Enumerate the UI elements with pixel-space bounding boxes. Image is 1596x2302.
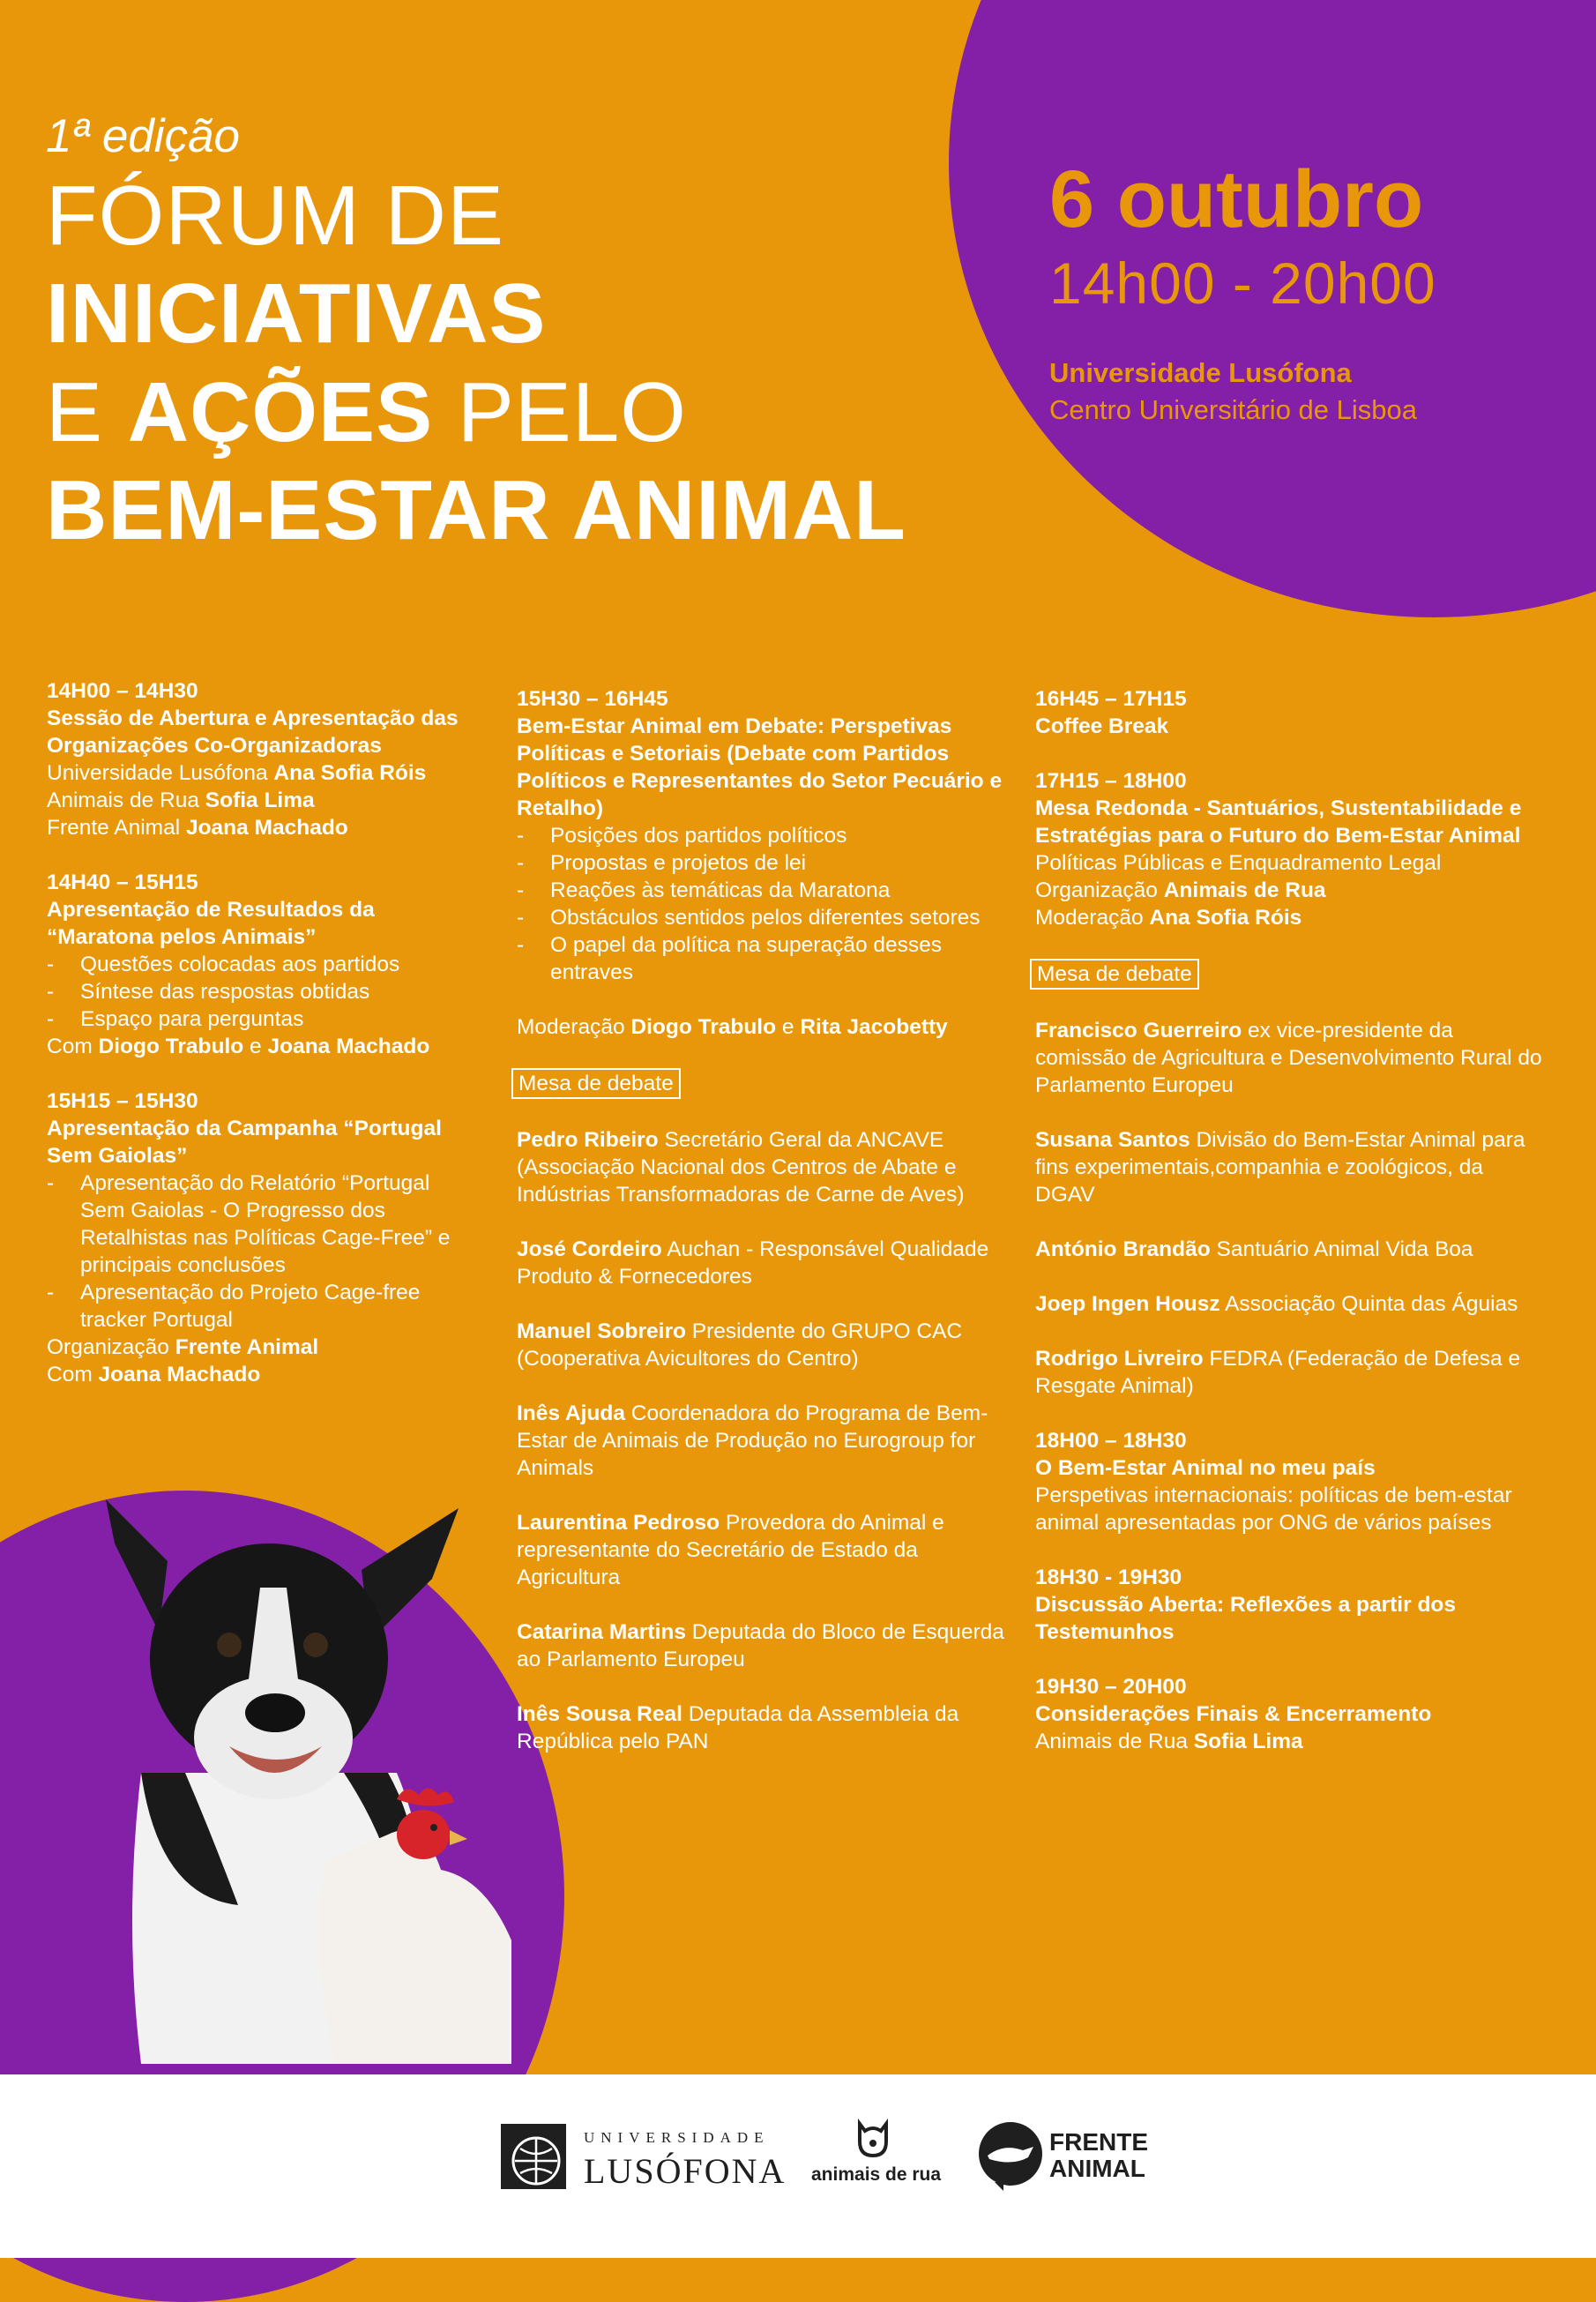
program-column-1 xyxy=(47,677,479,1416)
session-title: Considerações Finais & Encerramento xyxy=(1035,1702,1432,1726)
panelist: Susana Santos Divisão do Bem-Estar Animal para fins experimentais,companhia e zoológicos, da DGAV xyxy=(1035,1128,1525,1207)
animais-de-rua-logo xyxy=(811,2119,942,2186)
session-time: 19H30 – 20H00 xyxy=(1035,1675,1187,1699)
event-date: 6 outubro xyxy=(1049,154,1424,244)
hero-title xyxy=(46,110,906,559)
session-time: 16H45 – 17H15 xyxy=(1035,687,1187,711)
lusofona-logo-top-text: UNIVERSIDADE xyxy=(584,2129,770,2146)
organizer-line: Organização Frente Animal xyxy=(47,1335,319,1359)
session-title: O Bem-Estar Animal no meu país xyxy=(1035,1456,1376,1480)
panelist: José Cordeiro Auchan - Responsável Qualidade Produto & Fornecedores xyxy=(517,1237,989,1289)
mesa-label-wrap xyxy=(1035,959,1547,990)
panelist: Francisco Guerreiro ex vice-presidente da comissão de Agricultura e Desenvolvimento Rural do Parlamento Europeu xyxy=(1035,1019,1542,1097)
session-topics xyxy=(47,951,479,1033)
session-mesa-redonda xyxy=(1035,767,1547,931)
event-info xyxy=(1049,154,1436,426)
session-maratona xyxy=(47,869,479,1060)
organizer-line: Organização Animais de Rua xyxy=(1035,878,1326,902)
session-time: 15H15 – 15H30 xyxy=(47,1089,198,1113)
session-subtitle: Políticas Públicas e Enquadramento Legal xyxy=(1035,851,1442,875)
session-title: Apresentação da Campanha “Portugal Sem Gaiolas” xyxy=(47,1117,442,1168)
event-campus: Centro Universitário de Lisboa xyxy=(1049,393,1417,425)
frente-animal-text-line1: FRENTE xyxy=(1049,2128,1148,2156)
session-campanha xyxy=(47,1087,479,1388)
speaker-line: Animais de Rua Sofia Lima xyxy=(1035,1730,1303,1753)
session-title: Sessão de Abertura e Apresentação das Organizações Co-Organizadoras xyxy=(47,706,459,758)
mesa-label-wrap xyxy=(517,1068,1011,1099)
list-item: - Espaço para perguntas xyxy=(47,1005,479,1033)
session-topics xyxy=(517,822,1011,986)
session-title: Apresentação de Resultados da “Maratona pelos Animais” xyxy=(47,898,375,949)
dog-and-hen-photo xyxy=(106,1482,511,2064)
session-title: Discussão Aberta: Reflexões a partir dos Testemunhos xyxy=(1035,1593,1457,1644)
frente-animal-icon xyxy=(977,2120,1044,2191)
moderation-line: Moderação Diogo Trabulo e Rita Jacobetty xyxy=(517,1015,948,1039)
lusofona-globe-icon xyxy=(501,2124,566,2189)
list-item: - Obstáculos sentidos pelos diferentes setores xyxy=(517,904,1011,931)
title-line-3: E AÇÕES PELO xyxy=(46,364,687,460)
panelist: Manuel Sobreiro Presidente do GRUPO CAC (Cooperativa Avicultores do Centro) xyxy=(517,1319,963,1371)
lusofona-logo-main-text: LUSÓFONA xyxy=(584,2151,787,2191)
session-title: Mesa Redonda - Santuários, Sustentabilidade e Estratégias para o Futuro do Bem-Estar Animal xyxy=(1035,796,1522,848)
session-time: 18H00 – 18H30 xyxy=(1035,1429,1187,1453)
frente-animal-text-line2: ANIMAL xyxy=(1049,2155,1145,2182)
program-column-3 xyxy=(1035,685,1547,1783)
panelist: Inês Ajuda Coordenadora do Programa de Bem-Estar de Animais de Produção no Eurogroup for Animals xyxy=(517,1401,988,1480)
session-time: 14H00 – 14H30 xyxy=(47,679,198,703)
session-discussao xyxy=(1035,1564,1547,1646)
event-venue: Universidade Lusófona xyxy=(1049,356,1352,388)
list-item: - Síntese das respostas obtidas xyxy=(47,978,479,1005)
panelist: Inês Sousa Real Deputada da Assembleia da República pelo PAN xyxy=(517,1702,959,1753)
mesa-de-debate-label: Mesa de debate xyxy=(1030,959,1199,990)
session-opening xyxy=(47,677,479,841)
speaker-line: Com Joana Machado xyxy=(47,1363,261,1386)
list-item: - Reações às temáticas da Maratona xyxy=(517,877,1011,904)
panelist: António Brandão Santuário Animal Vida Boa xyxy=(1035,1237,1473,1261)
panelist: Laurentina Pedroso Provedora do Animal e representante do Secretário de Estado da Agricultura xyxy=(517,1511,944,1589)
panelist: Joep Ingen Housz Associação Quinta das Águias xyxy=(1035,1292,1518,1316)
title-line-2: INICIATIVAS xyxy=(46,266,547,362)
list-item: - Apresentação do Relatório “Portugal Sem Gaiolas - O Progresso dos Retalhistas nas Políticas Cage-Free” e principais conclusões xyxy=(47,1170,479,1279)
session-time: 18H30 - 19H30 xyxy=(1035,1566,1182,1589)
frente-animal-text xyxy=(1049,2129,1148,2182)
animais-de-rua-icon xyxy=(853,2119,893,2159)
mesa-de-debate-label: Mesa de debate xyxy=(511,1068,681,1099)
session-meu-pais xyxy=(1035,1427,1547,1536)
list-item: - Propostas e projetos de lei xyxy=(517,849,1011,877)
session-description: Perspetivas internacionais: políticas de bem-estar animal apresentadas por ONG de vários países xyxy=(1035,1484,1512,1535)
speaker-line: Animais de Rua Sofia Lima xyxy=(47,789,315,812)
title-line-4: BEM-ESTAR ANIMAL xyxy=(46,463,906,558)
session-title: Bem-Estar Animal em Debate: Perspetivas Políticas e Setoriais (Debate com Partidos Políticos e Representantes do Setor Pecuário e Retalho) xyxy=(517,714,1003,820)
session-coffee xyxy=(1035,685,1547,740)
speaker-line: Universidade Lusófona Ana Sofia Róis xyxy=(47,761,427,785)
list-item: - Questões colocadas aos partidos xyxy=(47,951,479,978)
session-time: 14H40 – 15H15 xyxy=(47,871,198,894)
session-time: 17H15 – 18H00 xyxy=(1035,769,1187,793)
animais-de-rua-text: animais de rua xyxy=(811,2164,942,2185)
list-item: - Posições dos partidos políticos xyxy=(517,822,1011,849)
session-time: 15H30 – 16H45 xyxy=(517,687,668,711)
panelist: Rodrigo Livreiro FEDRA (Federação de Defesa e Resgate Animal) xyxy=(1035,1347,1521,1398)
moderation-line: Moderação Ana Sofia Róis xyxy=(1035,906,1302,930)
session-topics xyxy=(47,1170,479,1334)
session-title: Coffee Break xyxy=(1035,714,1169,738)
speaker-line: Com Diogo Trabulo e Joana Machado xyxy=(47,1035,430,1058)
list-item: - Apresentação do Projeto Cage-free tracker Portugal xyxy=(47,1279,479,1334)
session-encerramento xyxy=(1035,1673,1547,1755)
program-column-2 xyxy=(517,685,1011,1783)
panelist: Pedro Ribeiro Secretário Geral da ANCAVE (Associação Nacional dos Centros de Abate e Indústrias Transformadoras de Carne de Aves) xyxy=(517,1128,965,1207)
event-time: 14h00 - 20h00 xyxy=(1049,250,1436,316)
speaker-line: Frente Animal Joana Machado xyxy=(47,816,348,840)
title-line-1: FÓRUM DE xyxy=(46,168,504,263)
edition-label: 1ª edição xyxy=(46,110,240,162)
footer-logos xyxy=(0,2074,1596,2258)
session-debate xyxy=(517,685,1011,986)
list-item: - O papel da política na superação desses entraves xyxy=(517,931,1011,986)
panelist: Catarina Martins Deputada do Bloco de Esquerda ao Parlamento Europeu xyxy=(517,1620,1004,1671)
